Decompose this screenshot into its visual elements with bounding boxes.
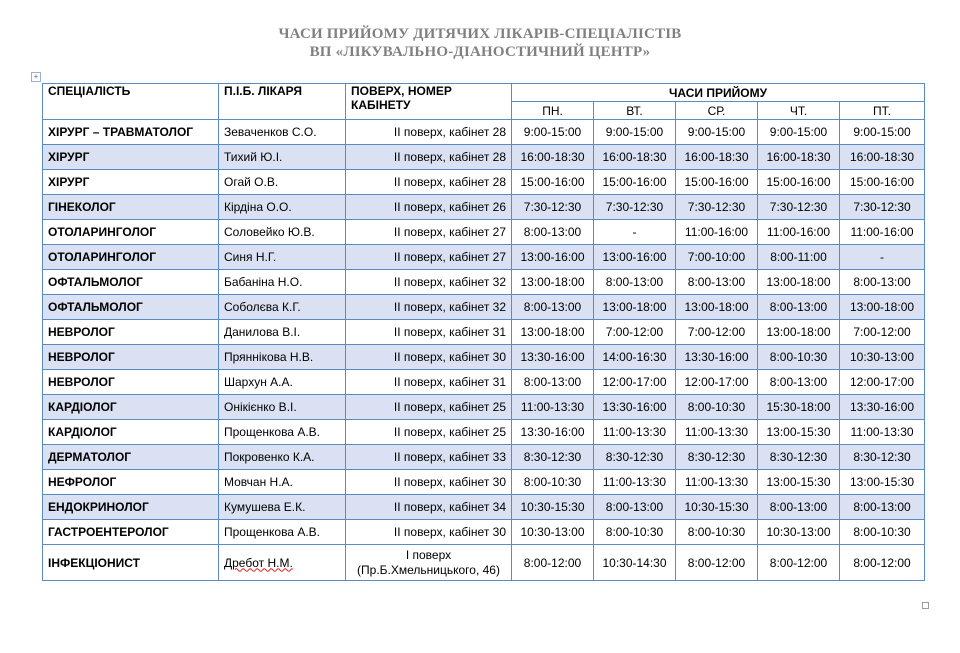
cell-specialty: ХІРУРГ – ТРАВМАТОЛОГ [43,120,219,145]
cell-hours: 12:00-17:00 [840,370,925,395]
cell-hours: 11:00-16:00 [758,220,840,245]
header-specialty: СПЕЦІАЛІСТЬ [43,84,219,120]
cell-hours: 14:00-16:30 [594,345,676,370]
table-row [43,245,925,270]
cell-hours: 11:00-13:30 [840,420,925,445]
cell-hours: 13:00-18:00 [512,270,594,295]
table-row [43,520,925,545]
table-row [43,470,925,495]
cell-doctor: Огай О.В. [219,170,346,195]
header-day: ПТ. [840,102,925,120]
cell-doctor: Кумушева Е.К. [219,495,346,520]
table-move-handle-icon[interactable]: + [31,72,41,82]
cell-hours: - [840,245,925,270]
cell-hours: 13:00-18:00 [840,295,925,320]
cell-hours: 7:00-10:00 [676,245,758,270]
table-row [43,220,925,245]
cell-hours: 13:30-16:00 [512,345,594,370]
cell-specialty: НЕВРОЛОГ [43,370,219,395]
cell-doctor [219,545,346,581]
cell-room: ІІ поверх, кабінет 28 [346,145,512,170]
cell-doctor: Данилова В.І. [219,320,346,345]
page-subtitle: ВП «ЛІКУВАЛЬНО-ДІАНОСТИЧНИЙ ЦЕНТР» [309,44,651,60]
cell-hours: 12:00-17:00 [594,370,676,395]
table-row [43,345,925,370]
cell-hours: 10:30-15:30 [676,495,758,520]
cell-hours: 16:00-18:30 [758,145,840,170]
cell-hours: 8:00-13:00 [840,495,925,520]
cell-specialty: НЕВРОЛОГ [43,345,219,370]
page-title: ЧАСИ ПРИЙОМУ ДИТЯЧИХ ЛІКАРІВ-СПЕЦІАЛІСТІВ [278,26,682,42]
cell-hours: 13:30-16:00 [840,395,925,420]
cell-hours: 13:00-18:00 [758,320,840,345]
cell-room: ІІ поверх, кабінет 28 [346,170,512,195]
table-row [43,170,925,195]
cell-hours: 8:00-10:30 [840,520,925,545]
cell-hours: 8:00-10:30 [676,395,758,420]
room-address-text: (Пр.Б.Хмельницького, 46) [357,562,500,577]
cell-specialty: НЕВРОЛОГ [43,320,219,345]
cell-hours: 8:00-13:00 [758,370,840,395]
cell-doctor: Соболєва К.Г. [219,295,346,320]
cell-hours: 7:00-12:00 [840,320,925,345]
cell-hours: 16:00-18:30 [840,145,925,170]
header-doctor: П.І.Б. ЛІКАРЯ [219,84,346,120]
cell-doctor: Онікієнко В.І. [219,395,346,420]
cell-room: ІІ поверх, кабінет 28 [346,120,512,145]
cell-room: ІІ поверх, кабінет 26 [346,195,512,220]
cell-hours: 11:00-13:30 [676,420,758,445]
cell-hours: 13:00-16:00 [594,245,676,270]
cell-specialty: ДЕРМАТОЛОГ [43,445,219,470]
cell-hours: 13:00-15:30 [840,470,925,495]
cell-hours: 8:00-12:00 [512,545,594,581]
cell-hours: 7:30-12:30 [594,195,676,220]
header-hours: ЧАСИ ПРИЙОМУ [512,84,925,102]
cell-hours: 13:30-16:00 [594,395,676,420]
cell-hours: 9:00-15:00 [512,120,594,145]
cell-specialty: ОТОЛАРИНГОЛОГ [43,220,219,245]
cell-hours: 10:30-14:30 [594,545,676,581]
table-row [43,320,925,345]
header-day: ЧТ. [758,102,840,120]
cell-room: ІІ поверх, кабінет 27 [346,220,512,245]
cell-hours: 13:00-18:00 [512,320,594,345]
schedule-table [42,83,925,581]
cell-hours: 10:30-13:00 [758,520,840,545]
cell-hours: 15:00-16:00 [594,170,676,195]
cell-hours: 8:00-13:00 [840,270,925,295]
cell-hours: 13:30-16:00 [676,345,758,370]
cell-hours: 16:00-18:30 [512,145,594,170]
cell-hours: 8:00-10:30 [676,520,758,545]
cell-hours: 8:00-10:30 [594,520,676,545]
cell-room: ІІ поверх, кабінет 25 [346,420,512,445]
cell-hours: 15:00-16:00 [758,170,840,195]
cell-room: ІІ поверх, кабінет 31 [346,370,512,395]
cell-hours: 13:00-18:00 [676,295,758,320]
table-row [43,270,925,295]
table-row [43,495,925,520]
cell-specialty: ОФТАЛЬМОЛОГ [43,270,219,295]
table-row [43,395,925,420]
cell-hours: 9:00-15:00 [676,120,758,145]
cell-hours: 11:00-13:30 [512,395,594,420]
cell-doctor: Тихий Ю.І. [219,145,346,170]
cell-hours: 8:00-10:30 [512,470,594,495]
cell-hours: 9:00-15:00 [840,120,925,145]
cell-specialty: ЕНДОКРИНОЛОГ [43,495,219,520]
cell-hours: 16:00-18:30 [676,145,758,170]
cell-hours: 8:00-12:00 [840,545,925,581]
cell-hours: 13:00-18:00 [758,270,840,295]
cell-hours: 10:30-13:00 [840,345,925,370]
cell-hours: 7:30-12:30 [676,195,758,220]
cell-specialty: ОФТАЛЬМОЛОГ [43,295,219,320]
cell-specialty: ГІНЕКОЛОГ [43,195,219,220]
cell-hours: 8:00-12:00 [758,545,840,581]
cell-hours: 7:00-12:00 [676,320,758,345]
cell-hours: 13:30-16:00 [512,420,594,445]
cell-room: ІІ поверх, кабінет 32 [346,270,512,295]
cell-hours: 8:00-13:00 [512,220,594,245]
cell-doctor: Прощенкова А.В. [219,520,346,545]
table-resize-handle[interactable] [922,602,929,609]
table-row [43,145,925,170]
cell-room: ІІ поверх, кабінет 27 [346,245,512,270]
cell-doctor: Соловейко Ю.В. [219,220,346,245]
cell-room: ІІ поверх, кабінет 25 [346,395,512,420]
cell-doctor: Бабаніна Н.О. [219,270,346,295]
cell-room: ІІ поверх, кабінет 33 [346,445,512,470]
cell-doctor: Пряннікова Н.В. [219,345,346,370]
cell-room: ІІ поверх, кабінет 32 [346,295,512,320]
table-row [43,445,925,470]
cell-hours: 15:00-16:00 [840,170,925,195]
cell-hours: 8:00-13:00 [594,270,676,295]
cell-hours: 11:00-16:00 [840,220,925,245]
cell-hours: 8:30-12:30 [512,445,594,470]
cell-hours: 7:30-12:30 [840,195,925,220]
cell-room: ІІ поверх, кабінет 30 [346,520,512,545]
table-row [43,545,925,581]
cell-room: ІІ поверх, кабінет 34 [346,495,512,520]
cell-hours: 13:00-16:00 [512,245,594,270]
cell-hours: 11:00-13:30 [676,470,758,495]
cell-room [346,545,512,581]
table-row [43,420,925,445]
cell-hours: 8:00-12:00 [676,545,758,581]
cell-doctor: Синя Н.Г. [219,245,346,270]
cell-specialty: НЕФРОЛОГ [43,470,219,495]
cell-hours: 13:00-15:30 [758,470,840,495]
doctor-name-text: Дребот Н.М. [224,555,293,570]
cell-hours: 7:00-12:00 [594,320,676,345]
table-row [43,370,925,395]
cell-hours: 8:30-12:30 [676,445,758,470]
cell-doctor: Зеваченков С.О. [219,120,346,145]
cell-hours: 8:00-13:00 [594,495,676,520]
cell-hours: - [594,220,676,245]
cell-doctor: Прощенкова А.В. [219,420,346,445]
cell-hours: 9:00-15:00 [594,120,676,145]
table-row [43,195,925,220]
cell-doctor: Шархун А.А. [219,370,346,395]
cell-hours: 15:00-16:00 [676,170,758,195]
header-day: ВТ. [594,102,676,120]
cell-hours: 8:00-13:00 [758,295,840,320]
cell-specialty: ІНФЕКЦІОНИСТ [43,545,219,581]
cell-doctor: Покровенко К.А. [219,445,346,470]
table-row [43,120,925,145]
cell-specialty: КАРДІОЛОГ [43,395,219,420]
cell-doctor: Мовчан Н.А. [219,470,346,495]
cell-hours: 13:00-18:00 [594,295,676,320]
cell-room: ІІ поверх, кабінет 31 [346,320,512,345]
cell-hours: 7:30-12:30 [512,195,594,220]
cell-hours: 9:00-15:00 [758,120,840,145]
cell-room: ІІ поверх, кабінет 30 [346,470,512,495]
cell-doctor: Кірдіна О.О. [219,195,346,220]
cell-hours: 13:00-15:30 [758,420,840,445]
cell-hours: 10:30-13:00 [512,520,594,545]
cell-hours: 8:00-13:00 [758,495,840,520]
cell-specialty: КАРДІОЛОГ [43,420,219,445]
cell-specialty: ОТОЛАРИНГОЛОГ [43,245,219,270]
cell-hours: 8:30-12:30 [594,445,676,470]
cell-hours: 11:00-16:00 [676,220,758,245]
cell-hours: 12:00-17:00 [676,370,758,395]
cell-hours: 8:30-12:30 [758,445,840,470]
table-row [43,295,925,320]
cell-hours: 11:00-13:30 [594,470,676,495]
cell-room: ІІ поверх, кабінет 30 [346,345,512,370]
cell-hours: 15:00-16:00 [512,170,594,195]
header-room: ПОВЕРХ, НОМЕР КАБІНЕТУ [346,84,512,120]
cell-hours: 7:30-12:30 [758,195,840,220]
cell-hours: 8:00-13:00 [512,295,594,320]
cell-hours: 8:00-13:00 [512,370,594,395]
cell-hours: 16:00-18:30 [594,145,676,170]
header-day: ПН. [512,102,594,120]
cell-hours: 8:00-13:00 [676,270,758,295]
header-day: СР. [676,102,758,120]
cell-hours: 10:30-15:30 [512,495,594,520]
cell-hours: 11:00-13:30 [594,420,676,445]
cell-hours: 8:00-10:30 [758,345,840,370]
cell-specialty: ХІРУРГ [43,145,219,170]
cell-hours: 15:30-18:00 [758,395,840,420]
cell-hours: 8:00-11:00 [758,245,840,270]
cell-hours: 8:30-12:30 [840,445,925,470]
cell-specialty: ХІРУРГ [43,170,219,195]
cell-specialty: ГАСТРОЕНТЕРОЛОГ [43,520,219,545]
room-floor-text: І поверх [405,547,452,562]
